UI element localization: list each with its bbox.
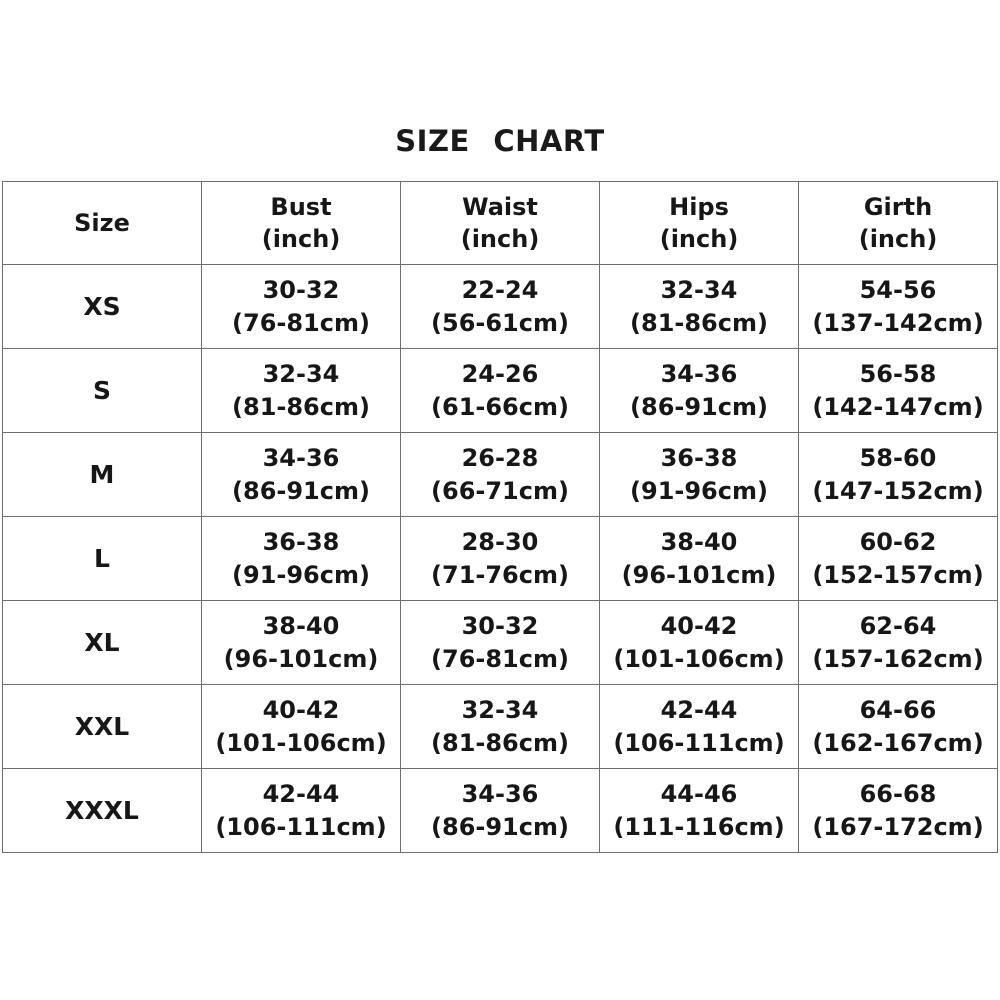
girth-cell — [799, 769, 998, 853]
waist-cell — [401, 433, 600, 517]
size-cell — [3, 349, 202, 433]
page-title: SIZE CHART — [395, 124, 605, 158]
cm-value: (81-86cm) — [232, 392, 370, 421]
hips-cell — [600, 265, 799, 349]
column-unit: (inch) — [460, 225, 540, 253]
inch-value: 42-44 — [262, 779, 340, 808]
table-row — [3, 433, 998, 517]
cm-value: (162-167cm) — [812, 728, 984, 757]
size-cell — [3, 265, 202, 349]
table-row — [3, 685, 998, 769]
girth-cell — [799, 601, 998, 685]
column-header-girth — [799, 182, 998, 265]
cm-value: (86-91cm) — [630, 392, 768, 421]
inch-value: 34-36 — [262, 443, 340, 472]
size-chart-body — [3, 265, 998, 853]
waist-cell — [401, 685, 600, 769]
bust-cell — [202, 601, 401, 685]
column-unit: (inch) — [858, 225, 938, 253]
inch-value: 44-46 — [660, 779, 738, 808]
girth-cell — [799, 517, 998, 601]
size-cell — [3, 769, 202, 853]
size-cell — [3, 517, 202, 601]
column-header-size — [3, 182, 202, 265]
size-label: XS — [83, 291, 121, 321]
hips-cell — [600, 685, 799, 769]
cm-value: (101-106cm) — [613, 644, 785, 673]
inch-value: 26-28 — [461, 443, 539, 472]
inch-value: 64-66 — [859, 695, 937, 724]
column-name: Size — [74, 209, 130, 237]
header-row — [3, 182, 998, 265]
cm-value: (96-101cm) — [621, 560, 777, 589]
cm-value: (152-157cm) — [812, 560, 984, 589]
inch-value: 32-34 — [461, 695, 539, 724]
size-label: M — [89, 459, 115, 489]
cm-value: (86-91cm) — [431, 812, 569, 841]
cm-value: (137-142cm) — [812, 308, 984, 337]
girth-cell — [799, 349, 998, 433]
inch-value: 24-26 — [461, 359, 539, 388]
cm-value: (81-86cm) — [630, 308, 768, 337]
inch-value: 30-32 — [262, 275, 340, 304]
size-label: S — [92, 375, 111, 405]
inch-value: 36-38 — [660, 443, 738, 472]
cm-value: (61-66cm) — [431, 392, 569, 421]
waist-cell — [401, 265, 600, 349]
column-header-waist — [401, 182, 600, 265]
size-label: XXL — [74, 711, 130, 741]
waist-cell — [401, 517, 600, 601]
bust-cell — [202, 433, 401, 517]
inch-value: 62-64 — [859, 611, 937, 640]
girth-cell — [799, 685, 998, 769]
size-label: XL — [84, 627, 120, 657]
inch-value: 38-40 — [262, 611, 340, 640]
table-row — [3, 601, 998, 685]
inch-value: 40-42 — [262, 695, 340, 724]
cm-value: (167-172cm) — [812, 812, 984, 841]
table-row — [3, 769, 998, 853]
cm-value: (76-81cm) — [232, 308, 370, 337]
inch-value: 22-24 — [461, 275, 539, 304]
size-label: L — [94, 543, 110, 573]
inch-value: 58-60 — [859, 443, 937, 472]
table-row — [3, 517, 998, 601]
inch-value: 60-62 — [859, 527, 937, 556]
column-name: Bust — [270, 193, 332, 221]
column-name: Waist — [462, 193, 538, 221]
cm-value: (111-116cm) — [613, 812, 785, 841]
cm-value: (81-86cm) — [431, 728, 569, 757]
cm-value: (96-101cm) — [223, 644, 379, 673]
column-unit: (inch) — [261, 225, 341, 253]
hips-cell — [600, 433, 799, 517]
cm-value: (66-71cm) — [431, 476, 569, 505]
column-name: Girth — [863, 193, 933, 221]
cm-value: (147-152cm) — [812, 476, 984, 505]
bust-cell — [202, 685, 401, 769]
inch-value: 32-34 — [660, 275, 738, 304]
hips-cell — [600, 517, 799, 601]
size-cell — [3, 433, 202, 517]
size-label: XXXL — [65, 795, 139, 825]
inch-value: 34-36 — [660, 359, 738, 388]
cm-value: (91-96cm) — [630, 476, 768, 505]
girth-cell — [799, 433, 998, 517]
cm-value: (56-61cm) — [431, 308, 569, 337]
inch-value: 28-30 — [461, 527, 539, 556]
cm-value: (106-111cm) — [613, 728, 785, 757]
inch-value: 32-34 — [262, 359, 340, 388]
inch-value: 34-36 — [461, 779, 539, 808]
hips-cell — [600, 769, 799, 853]
cm-value: (91-96cm) — [232, 560, 370, 589]
cm-value: (71-76cm) — [431, 560, 569, 589]
inch-value: 42-44 — [660, 695, 738, 724]
column-unit: (inch) — [659, 225, 739, 253]
cm-value: (86-91cm) — [232, 476, 370, 505]
size-chart-header — [3, 182, 998, 265]
table-row — [3, 265, 998, 349]
girth-cell — [799, 265, 998, 349]
column-name: Hips — [669, 193, 729, 221]
cm-value: (142-147cm) — [812, 392, 984, 421]
bust-cell — [202, 265, 401, 349]
inch-value: 56-58 — [859, 359, 937, 388]
inch-value: 40-42 — [660, 611, 738, 640]
waist-cell — [401, 601, 600, 685]
cm-value: (157-162cm) — [812, 644, 984, 673]
bust-cell — [202, 517, 401, 601]
column-header-hips — [600, 182, 799, 265]
size-chart-table — [2, 181, 998, 853]
cm-value: (76-81cm) — [431, 644, 569, 673]
inch-value: 36-38 — [262, 527, 340, 556]
waist-cell — [401, 349, 600, 433]
hips-cell — [600, 349, 799, 433]
bust-cell — [202, 349, 401, 433]
waist-cell — [401, 769, 600, 853]
size-cell — [3, 685, 202, 769]
column-header-bust — [202, 182, 401, 265]
inch-value: 30-32 — [461, 611, 539, 640]
cm-value: (106-111cm) — [215, 812, 387, 841]
bust-cell — [202, 769, 401, 853]
inch-value: 38-40 — [660, 527, 738, 556]
hips-cell — [600, 601, 799, 685]
table-row — [3, 349, 998, 433]
inch-value: 66-68 — [859, 779, 937, 808]
inch-value: 54-56 — [859, 275, 937, 304]
size-cell — [3, 601, 202, 685]
cm-value: (101-106cm) — [215, 728, 387, 757]
